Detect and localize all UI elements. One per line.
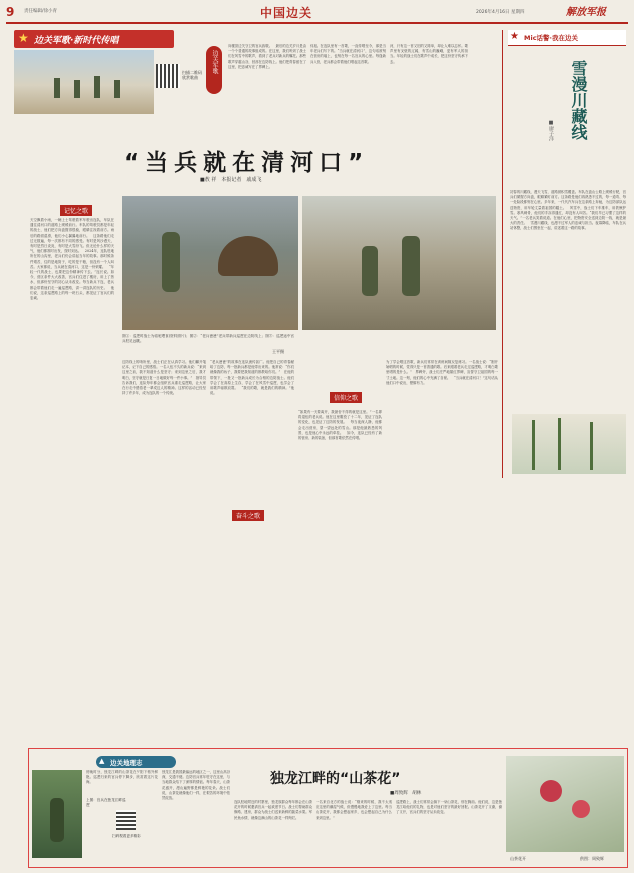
soldier-figure <box>54 78 60 98</box>
bottom-story-col-5: 巡逻路上，战士们常常会摘下一朵山茶花，别在胸前。他们说，这是独龙江给他们的礼物，也是对他们坚守的最好回报。山茶花开了又谢，谢了又开，官兵们的坚守从未改变。 <box>396 800 502 815</box>
soldier-figure <box>74 80 80 98</box>
photo-credit: 王平摄 <box>272 349 284 354</box>
subhead-faith: 信仰之歌 <box>330 392 362 403</box>
qr-code[interactable] <box>156 64 180 88</box>
right-brand-title: Mic话警·我在边关 <box>524 34 579 42</box>
right-brand-bar <box>508 30 626 46</box>
mountain-icon: ▲ <box>99 757 105 765</box>
intro-column-1: 向楼顶边关守卫的官兵致敬。 最后的边关岁月是由一个个普通的故事组成的。在这里，我们听到了战士们在风雪中的歌声，看到了老兵对新兵的嘱托。那些歌声穿越山谷，回荡在边防线上。他们把青春留在了这里，把忠诚写在了界碑上。 <box>228 44 306 69</box>
soldier-figure <box>114 80 120 98</box>
flower-shape <box>572 800 590 818</box>
side-box <box>206 46 222 94</box>
soldier-figure <box>402 236 420 296</box>
column-banner <box>14 30 174 48</box>
soldier-figure <box>50 798 64 842</box>
intro-column-3: 河，只有这一首又旧的又简单，却让人难以忘怀。歌声里有戈壁的辽阔，有雪山的巍峨，更有军人的担当。年轻的战士们在歌声中成长，把这份坚守传承下去。 <box>390 44 468 64</box>
bottom-story-byline: ■周致辉 胡林 <box>390 791 422 796</box>
soldier-figure <box>162 232 180 292</box>
side-box-label: 边关军歌 <box>211 50 218 74</box>
subhead-struggle: 奋斗之歌 <box>232 510 264 521</box>
bamboo-illustration <box>512 414 626 474</box>
right-column-author: ■廖子洋 <box>548 120 554 141</box>
camel-photo <box>122 196 298 330</box>
main-title: “当兵就在清河口” <box>124 150 370 176</box>
camellia-caption: 山茶花开 <box>510 856 526 861</box>
date-line: 2026年4月16日 星期四 <box>476 10 525 15</box>
bottom-story-col-2: 独龙江是我国最偏远的地区之一，这里山高谷深，交通不便。边防官兵常年驻守在这里，与当地群众结下了深厚的情谊。每年春天，山茶花盛开，漫山遍野都是鲜艳的花朵。战士们说，山茶花就像他们一样，在艰苦的环境中依然绽放。 <box>162 770 230 801</box>
camel-shape <box>218 236 278 276</box>
bottom-story-col-4: 一名来自北方的战士说：“刚来的时候，我不太适应这里的潮湿气候，但慢慢地我爱上了这里。每当山茶花开，我都会想起家乡，也会想起自己为什么来到这里。” <box>316 800 392 820</box>
section-title: 中国边关 <box>260 6 313 20</box>
body-column-6: 为了学会唱这首歌，新兵们常常在训练间隙反复练习。一名战士说：“刚开始唱的时候，觉得只是一首普通的歌。后来跟着老兵走过巡逻路，才明白歌里唱的是什么。” 界碑旁，战士们庄严地描红界碑，宣誓守卫祖国的每一寸土地。这一刻，他们的心中充满了自豪。 “当兵就在清河口！”这句话从他们口中说出，铿锵有力。 <box>386 360 498 385</box>
body-column-1: 天空飘着小雨，一辆上士驾驶着军车驶出连队，车队在通往清河口的道路上缓缓前行。车队的驾驶员都是年轻的战士，他们把方向盘握得很稳，眼睛注视着前方。雨后的路面湿滑，他们小心翼翼地前行。 这条路他们走过无数遍，每一次都有不同的感受。有时是风沙漫天，有时是烈日炎炎，有时是大雪纷飞。但无论什么样的天气，他们都准时出发，按时到达。 2024年，连队驻地所在的山沟里，老兵们仍会讲起当年的故事。那时候条件艰苦，住的是地窝子，吃的是干粮，但没有一个人叫苦。大家都说，当兵就在清河口，这是一份荣耀。 “年轻一代的战士，也要把这份精神传下去。”连长说。如今，营区条件大大改善，官兵们住进了楼房，用上了热水，但那份坚守的初心从未改变。每当新兵下连，老兵都会带着他们走一遍巡逻路，讲一讲连队的历史。 他们说，这条巡逻路上的每一块石头，都见证了官兵们的忠诚。 <box>30 218 114 301</box>
star-icon: ★ <box>510 31 519 42</box>
camellia-photo <box>506 756 624 852</box>
body-column-4: “如果有一天要离开，我最舍不得的就是这里。”一名即将退伍的老兵说。他在这里服役了十二年，见证了连队的变化，也见证了边防的发展。 每当夜深人静，他都会走出营房，望一望远处的雪山。那是他最熟悉的风景，也是他心中永远的牵挂。 如今，连队已经有了新的营房、新的装备，但那首歌依然在传唱。 <box>298 410 382 441</box>
subhead-memory: 记忆之歌 <box>60 205 92 216</box>
masthead-logo: 解放军报 <box>566 7 606 18</box>
qr-code-bottom[interactable] <box>116 810 136 830</box>
main-byline: ■敖 祥 本报记者 戚成飞 <box>200 177 262 183</box>
intro-column-2: 伟旭。在连队里有一首歌，一直传唱至今，那是当年老兵们写下的。“当兵就在清河口”，这句话被刻在营房的墙上，也刻在每一名官兵的心里。每逢新兵入营，老兵都会带着他们唱起这首歌。 <box>310 44 386 64</box>
qr-caption-bottom: 扫码观看更多精彩 <box>112 834 141 838</box>
right-column-rule <box>502 30 503 478</box>
flower-shape <box>540 780 562 802</box>
body-column-3: “老兵爸爸”的故事在连队流传甚广。他把自己的青春献给了边防，每一批新兵都是他带出来的。他常说：“你们就像我的孩子，我要把我知道的都教给你们。” 在他的带领下，一批又一批新兵成长为合格的边防战士。他们学会了在高原上生存，学会了在风雪中巡逻，也学会了用歌声驱散寂寞。 “我们的歌，就是我们的精神。”他说。 <box>210 360 294 396</box>
header-rule <box>6 22 628 24</box>
soldier-figure <box>94 76 100 98</box>
bottom-story-tag <box>96 756 176 768</box>
column-title: 边关军歌·新时代传唱 <box>34 36 119 46</box>
bottom-story-col-3: 连队驻地附近的村寨里，独龙族群众每年都会在山茶花开的时候邀请官兵一起欢度节日。战士们帮助群众修路、建房，群众为战士们送来新鲜的蔬菜水果。军民鱼水情，就像这满山的山茶花一样绚烂。 <box>234 800 312 820</box>
page-number: 9 <box>6 5 15 19</box>
photo-caption: 图①：巡逻时战士为骆驼喂食(资料照片)；图②：“老兵爸爸”老兵带新兵巡逻在边防线上；图③：巡逻途中官兵驻足远眺。 <box>122 334 294 344</box>
bamboo-stalk <box>558 418 561 470</box>
camellia-credit: 供图：周致辉 <box>580 856 604 861</box>
right-column-title: 雪漫川藏线 <box>569 60 588 140</box>
right-column-body: 初春的川藏线，漫天飞雪，道路被积雪覆盖。车队在盘山公路上缓缓行驶，官兵们紧握方向盘，眼睛紧盯前方。这条路是他们再熟悉不过的，每一道弯、每一处险段都刻在心里。多年来，一代代汽车兵在这条路上奔驰，为边防部队运送物资，用车轮丈量着祖国的疆土。 风雪中，战士们下车推车，用铁锹铲雪。寒风刺骨，他们的手冻得通红，却没有人叫苦。“我们早已习惯了这样的天气。”一名老兵笑着说道。在他们心里，把物资安全送到边防一线，就是最大的责任。 雪漫川藏线，也漫不过军人的忠诚与担当。夜幕降临，车队在兵站休整，战士们围坐在一起，讲述着这一路的故事。 <box>510 190 626 231</box>
editor-line: 责任编辑/徐小青 <box>24 9 58 14</box>
star-icon: ★ <box>18 31 29 45</box>
bottom-story-tag-label: 边关地理志 <box>110 759 143 767</box>
bottom-story-title: 独龙江畔的“山茶花” <box>270 771 401 787</box>
bottom-photo-caption: 上图：官兵在独龙江畔巡逻 <box>86 798 126 807</box>
bamboo-stalk <box>590 422 593 470</box>
jungle-soldier-photo <box>32 770 82 858</box>
qr-caption: 扫描二维码 欣赏歌曲 <box>182 70 202 80</box>
soldier-figure <box>362 246 378 296</box>
bottom-story-col-1: 傍晚时分，独龙江畔的山茶花在夕阳下格外鲜艳。巡逻归来的官兵停下脚步，欣赏着这片花海。 <box>86 770 158 785</box>
bamboo-stalk <box>532 420 535 470</box>
patrol-photo <box>302 196 496 330</box>
body-column-2: 边防线上的哨所里，战士们正在认真学习。他们翻开笔记本，记下自己的感悟。一名入伍不久的新兵说：“来到这里之前，我不知道什么是坚守；来到这里之后，我才明白，坚守就是日复一日地做好每一件小事。” 指导员告诉我们，连队每年都会组织官兵重走巡逻路，让大家在行走中感悟老一辈戍边人的精神。这样的活动已经坚持了许多年，成为连队的一个传统。 <box>122 360 206 396</box>
soldiers-photo <box>14 50 154 114</box>
